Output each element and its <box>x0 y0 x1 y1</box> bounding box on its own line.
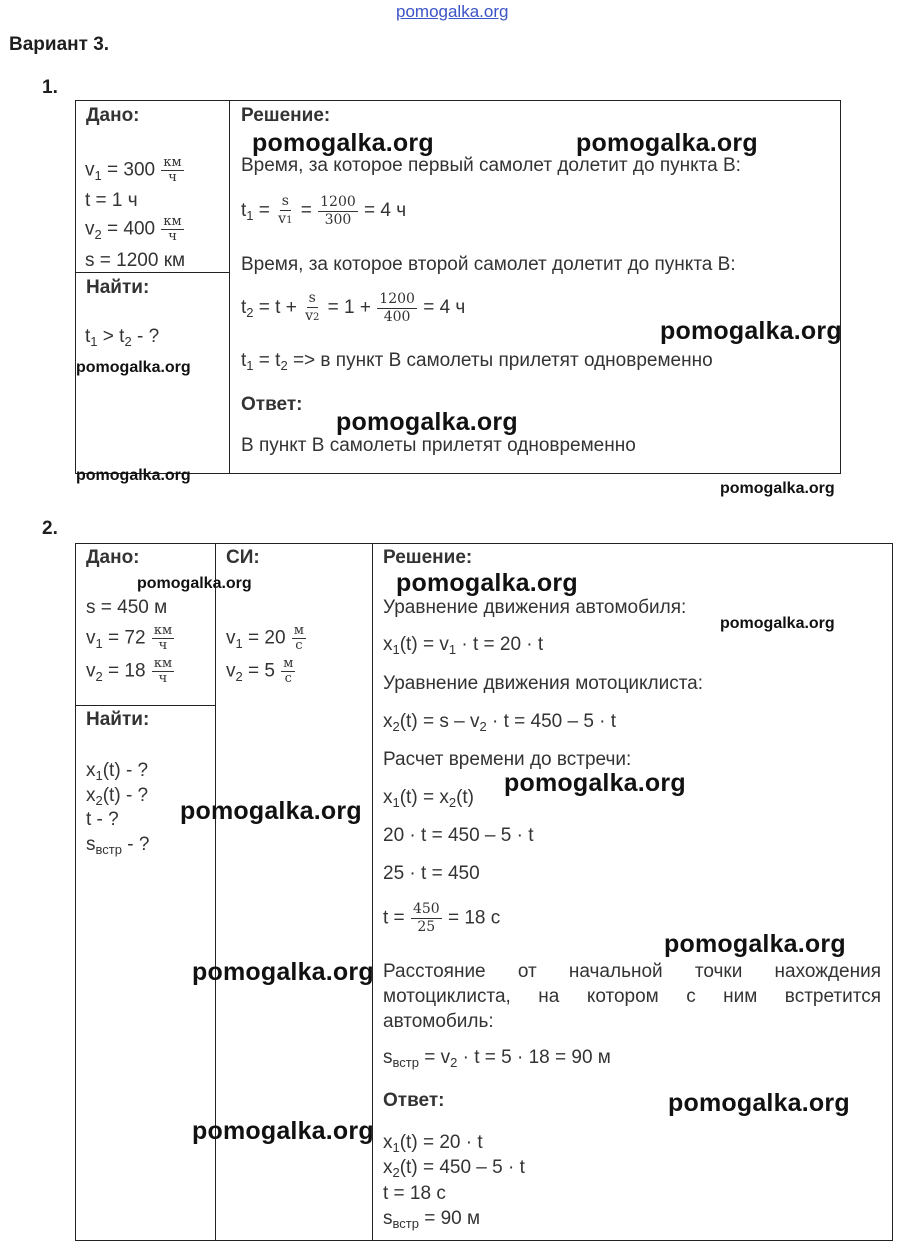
watermark: pomogalka.org <box>192 958 374 986</box>
watermark: pomogalka.org <box>504 769 686 797</box>
p1-line1: Время, за которое первый самолет долетит до пункта В: <box>241 155 741 176</box>
watermark: pomogalka.org <box>668 1089 850 1117</box>
p2-find-x2: $x_2(t)$ - ? <box>86 785 149 808</box>
p1-given-title: Дано: <box>86 105 140 126</box>
p2-e4: 20 · t = 450 – 5 · t <box>383 825 534 846</box>
p2-solution-title: Решение: <box>383 547 473 568</box>
p2-given-s: s = 450 м <box>86 597 168 618</box>
p2-e3: $x_1(t) = x_2(t)$ <box>383 787 474 810</box>
p1-line2: Время, за которое второй самолет долетит до пункта В: <box>241 254 736 275</box>
watermark: pomogalka.org <box>664 930 846 958</box>
p2-answer-t: t = 18 с <box>383 1183 446 1204</box>
p2-h3: Расчет времени до встречи: <box>383 749 632 770</box>
watermark: pomogalka.org <box>76 467 191 484</box>
variant-title: Вариант 3. <box>9 34 110 55</box>
p2-answer-x2: $x_2(t) = 450 - 5 \cdot t$ <box>383 1157 525 1180</box>
p1-given-v1: $v_1 = 300$ $\frac{км}{ч}$ <box>85 155 182 185</box>
p1-find: $t_1 > t_2$ - ? <box>85 326 160 349</box>
p2-given-v2: $v_2 = 18$ $\frac{км}{ч}$ <box>86 656 173 686</box>
p1-given-divider <box>75 272 229 273</box>
p2-given-divider <box>75 705 215 706</box>
watermark: pomogalka.org <box>576 129 758 157</box>
p1-answer: В пункт В самолеты прилетят одновременно <box>241 435 636 456</box>
watermark: pomogalka.org <box>192 1117 374 1145</box>
p1-given-s: s = 1200 км <box>85 250 186 271</box>
p1-conclusion: $t_1 = t_2 => в$ пункт В самолеты прилетят одновременно <box>241 350 713 373</box>
p2-find-s: $s_{встр}$ - ? <box>86 834 150 857</box>
watermark: pomogalka.org <box>180 797 362 825</box>
p2-e6: t = $\frac{450}{25}$ = 18 с <box>383 901 501 935</box>
p2-answer-s: $s_{встр} = 90$ м <box>383 1208 481 1231</box>
p1-solution-title: Решение: <box>241 105 331 126</box>
p1-eq1: $t_1$ = $\frac{s}{v1}$ = $\frac{1200}{300}$ = 4 ч <box>241 193 407 228</box>
watermark: pomogalka.org <box>137 575 252 592</box>
watermark: pomogalka.org <box>336 408 518 436</box>
p2-find-title: Найти: <box>86 709 150 730</box>
p2-answer-x1: $x_1(t) = 20 \cdot t$ <box>383 1132 483 1155</box>
p2-e7: $s_{встр} = v_2 \cdot t = 5 \cdot 18 = 90$ м <box>383 1047 611 1070</box>
watermark: pomogalka.org <box>252 129 434 157</box>
p2-h1: Уравнение движения автомобиля: <box>383 597 687 618</box>
watermark: pomogalka.org <box>720 615 835 632</box>
p2-e2: $x_2(t) = s - v_2 \cdot t = 450 - 5 \cdot t$ <box>383 711 617 734</box>
watermark: pomogalka.org <box>660 317 842 345</box>
top-watermark-link[interactable]: pomogalka.org <box>396 2 509 21</box>
watermark: pomogalka.org <box>720 480 835 497</box>
problem-1-number: 1. <box>42 77 58 98</box>
p2-find-t: t - ? <box>86 809 119 830</box>
p2-h2: Уравнение движения мотоциклиста: <box>383 673 704 694</box>
p2-si-v2: $v_2 = 5$ $\frac{м}{с}$ <box>226 656 294 686</box>
p2-si-title: СИ: <box>226 547 260 568</box>
p2-answer-title: Ответ: <box>383 1090 445 1111</box>
p1-given-v2: $v_2 = 400$ $\frac{км}{ч}$ <box>85 214 182 244</box>
watermark: pomogalka.org <box>396 569 578 597</box>
p1-divider <box>229 100 230 474</box>
p2-h4: Расстояние от начальной точки нахождения мотоциклиста, на котором с ним встретится автомобиль: <box>383 961 881 1032</box>
p2-given-title: Дано: <box>86 547 140 568</box>
p2-si-v1: $v_1 = 20$ $\frac{м}{с}$ <box>226 623 304 653</box>
p2-e1: $x_1(t) = v_1 \cdot t = 20 \cdot t$ <box>383 634 544 657</box>
p1-answer-title: Ответ: <box>241 394 303 415</box>
watermark: pomogalka.org <box>76 359 191 376</box>
p2-e5: 25 · t = 450 <box>383 863 480 884</box>
p1-eq2: $t_2 = t$ + $\frac{s}{v2}$ = 1 + $\frac{1200}{400}$ = 4 ч <box>241 290 466 325</box>
p1-find-title: Найти: <box>86 277 150 298</box>
p2-find-x1: $x_1(t)$ - ? <box>86 760 149 783</box>
p2-given-v1: $v_1 = 72$ $\frac{км}{ч}$ <box>86 623 173 653</box>
problem-2-number: 2. <box>42 518 58 539</box>
p1-given-t: t = 1 ч <box>85 190 138 211</box>
